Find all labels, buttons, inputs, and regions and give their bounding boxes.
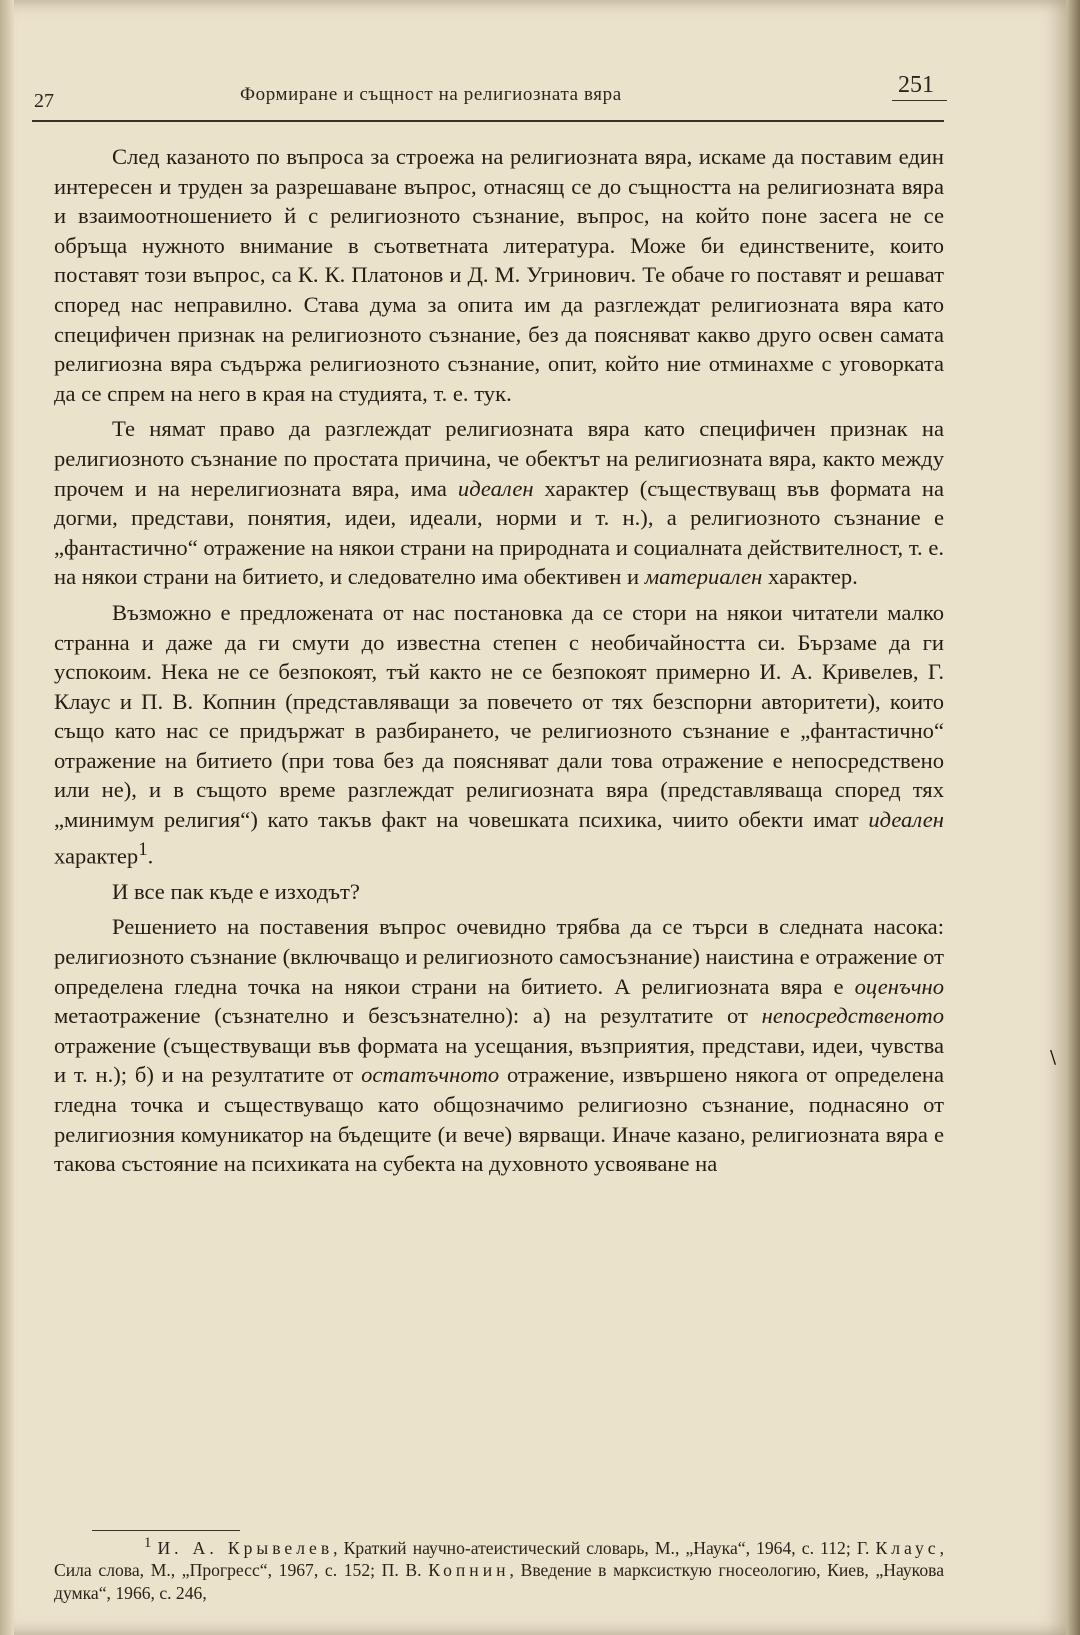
- paragraph-2: Те нямат право да разглеждат религиозната вяра като специфичен признак на религиозното съзнание по простата причина, че обектът на религиозната вяра, както между прочем и на нерелигиозната вяра, има идеален характер (съществуващ във формата на догми, представи, понятия, идеи, идеали, норми и т. н.), а религиозното съзнание е „фантастично“ отражение на някои страни на природната и социалната действителност, т. е. на някои страни на битието, и следователно има обективен и материален характер.: [54, 416, 944, 590]
- emphasis: материален: [644, 564, 763, 590]
- header-rule: [32, 120, 944, 122]
- page-number-underline: [892, 100, 947, 101]
- page-number-left: 27: [34, 90, 54, 112]
- paragraph-4: И все пак къде е изходът?: [112, 878, 360, 904]
- footnote-author: Копнин: [428, 1560, 510, 1581]
- emphasis: идеален: [457, 475, 534, 501]
- footnote-author: И. А. Крывелев: [157, 1537, 334, 1558]
- body-text: [54, 142, 944, 1179]
- footnote-number: 1: [144, 1535, 152, 1551]
- footnote-marker: 1: [138, 838, 148, 860]
- paragraph-1: След казаното по въпроса за строежа на религиозната вяра, искаме да поставим един интересен и труден за разрешаване въпрос, отнасящ се до същността на религиозната вяра и взаимоотношението й с религиозното съзнание, въпрос, на който поне засега не се обръща нужното внимание в съответната литература. Може би единствените, които поставят този въпрос, са К. К. Платонов и Д. М. Угринович. Те обаче го поставят и решават според нас неправилно. Става дума за опита им да разглеждат религиозната вяра като специфичен признак на религиозното съзнание, без да поясняват какво друго освен самата религиозна вяра съдържа религиозното съзнание, опит, който ние отминахме с уговорката да се спрем на него в края на студията, т. е. тук.: [54, 144, 944, 406]
- page-number: 251: [898, 72, 934, 98]
- paragraph-3: Възможно е предложената от нас постановка да се стори на някои читатели малко странна и даже да ги смути до известна степен с необичайността си. Бързаме да ги успокоим. Нека не се безпокоят, тъй както не се безпокоят примерно И. А. Кривелев, Г. Клаус и П. В. Копнин (представляващи за повечето от тях безспорни авторитети), които също като нас се придържат в разбирането, че религиозното съзнание е „фантастично“ отражение на битието (при това без да поясняват дали това отражение е непосредствено или не), и в същото време разглеждат религиозната вяра (представляваща според тях „минимум религия“) като такъв факт на човешката психика, чиито обекти имат идеален характер$^1$.: [54, 599, 944, 869]
- paragraph-5: Решението на поставения въпрос очевидно трябва да се търси в следната насока: религиозното съзнание (включващо и религиозното самосъзнание) наистина е отражение от определена гледна точка на някои страни на битието. А религиозната вяра е оценъчно метаотражение (съзнателно и безсъзнателно): а) на резултатите от непосредственото отражение (съществуващи във формата на усещания, възприятия, представи, идеи, чувства и т. н.); б) и на резултатите от остатъчното отражение, извършено някога от определена гледна точка и съществуващо като общозначимо религиозно съзнание, поднасяно от религиозния комуникатор на бъдещите (и вече) вярващи. Иначе казано, религиозната вяра е такова състояние на психиката на субекта на духовното усвояване на: [54, 914, 944, 1177]
- emphasis: непосредственото: [761, 1003, 944, 1029]
- page-edge: [1066, 0, 1080, 1635]
- running-title: Формиране и същност на религиозната вяра: [240, 84, 622, 105]
- footnote-rule: [92, 1530, 240, 1531]
- footnote-author: Клаус: [875, 1537, 940, 1558]
- footnote: $^1$ И. А. Крывелев, Краткий научно-атеистический словарь, М., „Наука“, 1964, с. 112; Г. Клаус, Сила слова, М., „Прогресс“, 1967, с. 152; П. В. Копнин, Введение в марксисткую гносеологию, Киев, „Наукова думка“, 1966, с. 246,: [54, 1535, 945, 1604]
- emphasis: оценъчно: [854, 973, 944, 999]
- margin-mark: \: [1050, 1047, 1057, 1068]
- emphasis: идеален: [868, 807, 944, 833]
- page-header: [32, 68, 944, 114]
- emphasis: остатъчното: [361, 1062, 500, 1088]
- binding-shadow: [0, 0, 14, 1635]
